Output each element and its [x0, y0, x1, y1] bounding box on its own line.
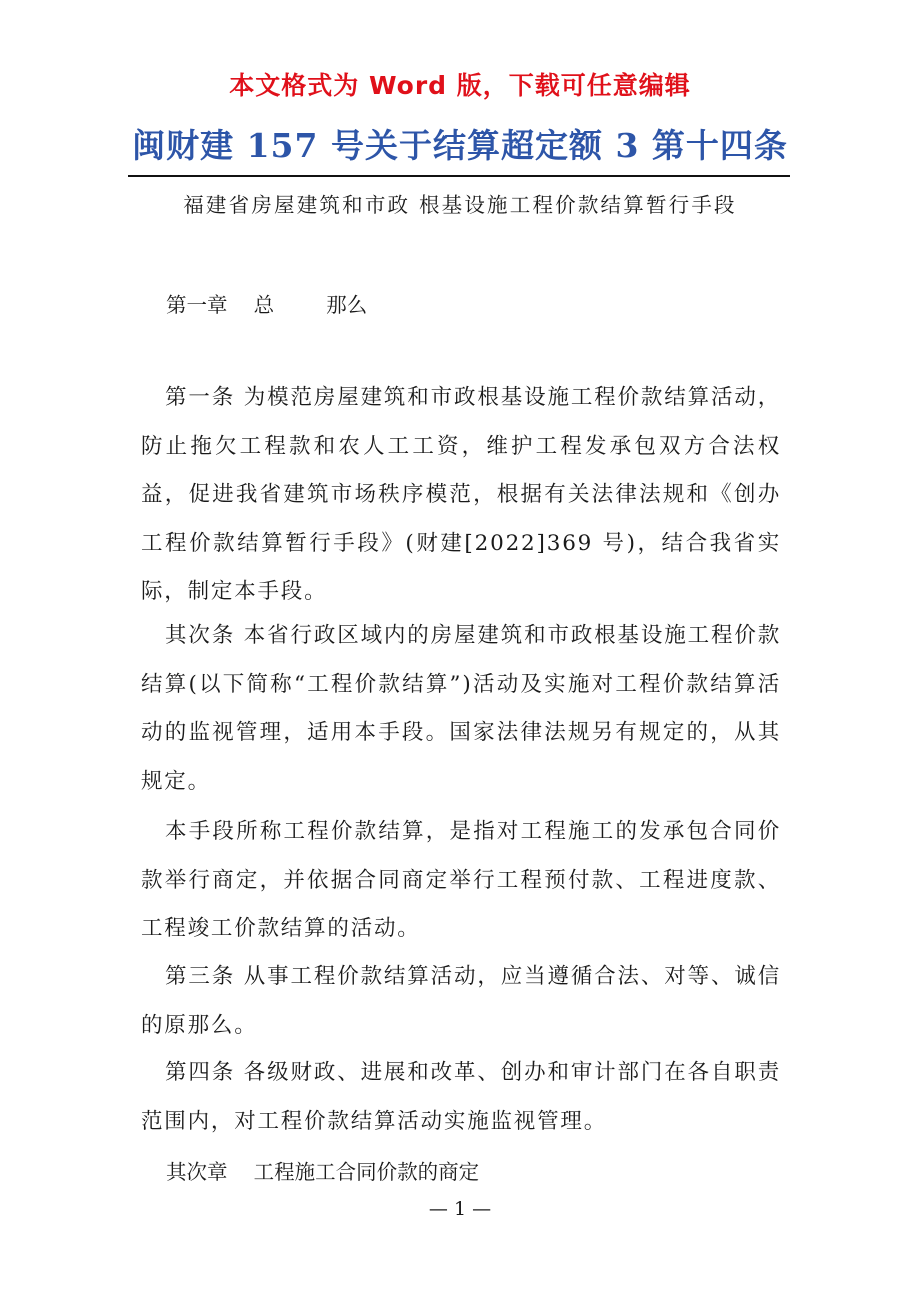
chapter-heading-1: 第一章 总 那么	[166, 293, 368, 317]
article-2: 其次条 本省行政区域内的房屋建筑和市政根基设施工程价款结算(以下简称“工程价款结算”)活动及实施对工程价款结算活动的监视管理，适用本手段。国家法律法规另有规定的，从其规定。	[141, 623, 781, 794]
chapter-heading-2: 其次章 工程施工合同价款的商定	[166, 1160, 480, 1184]
document-subtitle: 福建省房屋建筑和市政 根基设施工程价款结算暂行手段	[183, 193, 737, 217]
article-3: 第三条 从事工程价款结算活动，应当遵循合法、对等、诚信的原那么。	[141, 964, 781, 1038]
download-banner: 本文格式为 Word 版，下载可任意编辑	[229, 71, 691, 100]
page-number: — 1 —	[428, 1198, 492, 1220]
article-4: 第四条 各级财政、进展和改革、创办和审计部门在各自职责范围内，对工程价款结算活动实施监视管理。	[141, 1060, 781, 1134]
title-divider	[128, 175, 790, 177]
article-2-definition: 本手段所称工程价款结算，是指对工程施工的发承包合同价款举行商定，并依据合同商定举行工程预付款、工程进度款、工程竣工价款结算的活动。	[141, 819, 781, 941]
article-1: 第一条 为模范房屋建筑和市政根基设施工程价款结算活动，防止拖欠工程款和农人工工资，维护工程发承包双方合法权益，促进我省建筑市场秩序模范，根据有关法律法规和《创办工程价款结算暂行手段》(财建[2022]369 号)，结合我省实际，制定本手段。	[141, 385, 781, 604]
document-title: 闽财建 157 号关于结算超定额 3 第十四条	[132, 126, 788, 165]
